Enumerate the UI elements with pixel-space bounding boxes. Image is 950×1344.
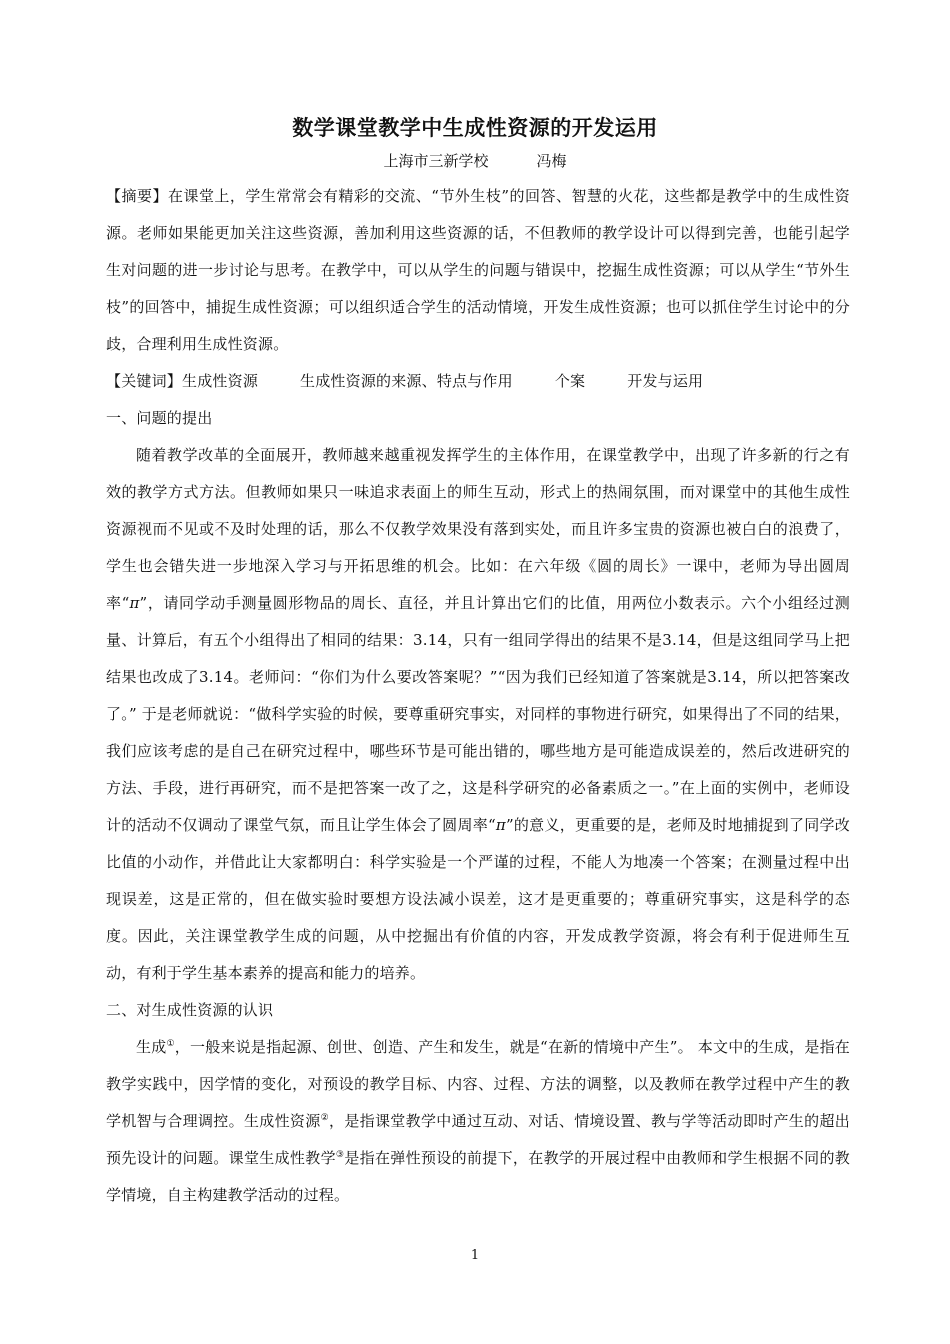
keyword-item: 生成性资源的来源、特点与作用: [300, 372, 513, 390]
keyword-item: 个案: [554, 372, 586, 390]
author-school: 上海市三新学校: [383, 152, 489, 170]
paragraph-text: ，一般来说是指起源、创世、创造、产生和发生，就是“在新的情境中产生”。 本文中的生成，是指在教学实践中，因学情的变化，对预设的教学目标、内容、过程、方法的调整，以及教师在教学过程中产生的教学机智与合理调控。生成性资源: [106, 1038, 850, 1130]
keywords-line: [106, 363, 850, 400]
author-line: [0, 150, 950, 171]
abstract-text: 在课堂上，学生常常会有精彩的交流、“节外生枝”的回答、智慧的火花，这些都是教学中的生成性资源。老师如果能更加关注这些资源，善加利用这些资源的话，不但教师的教学设计可以得到完善，也能引起学生对问题的进一步讨论与思考。在教学中，可以从学生的问题与错误中，挖掘生成性资源；可以从学生“节外生枝”的回答中，捕捉生成性资源；可以组织适合学生的活动情境，开发生成性资源；也可以抓住学生讨论中的分歧，合理利用生成性资源。: [106, 187, 851, 353]
document-body: [106, 178, 850, 1214]
paragraph-text: 生成: [136, 1038, 167, 1056]
section-heading: 一、问题的提出: [106, 409, 213, 427]
paragraph-text: ，是指课堂教学中通过互动、对话、情境设置、教与学等活动即时产生的超出预先设计的问题。课堂生成性教学: [106, 1112, 850, 1167]
body-paragraph: [106, 1029, 850, 1214]
pi-symbol: π: [495, 816, 506, 834]
keyword-item: 生成性资源: [182, 372, 259, 390]
abstract-paragraph: [106, 178, 850, 363]
keyword-item: 开发与运用: [627, 372, 704, 390]
document-title: 数学课堂教学中生成性资源的开发运用: [292, 116, 658, 140]
keywords-label: 【关键词】: [106, 372, 183, 390]
footnote-marker: ③: [335, 1150, 345, 1160]
body-paragraph: [106, 437, 850, 992]
footnote-marker: ①: [166, 1039, 175, 1049]
abstract-label: 【摘要】: [106, 187, 168, 205]
footnote-marker: ②: [320, 1113, 329, 1123]
section-heading: 二、对生成性资源的认识: [106, 1001, 274, 1019]
paragraph-text: ”的意义，更重要的是，老师及时地捕捉到了同学改比值的小动作，并借此让大家都明白：科学实验是一个严谨的过程，不能人为地凑一个答案；在测量过程中出现误差，这是正常的，但在做实验时要想方设法减小误差，这才是更重要的；尊重研究事实，这是科学的态度。因此，关注课堂教学生成的问题，从中挖掘出有价值的内容，开发成教学资源，将会有利于促进师生互动，有利于学生基本素养的提高和能力的培养。: [106, 816, 850, 982]
page-number: 1: [470, 1248, 480, 1263]
paragraph-text: ”，请同学动手测量圆形物品的周长、直径，并且计算出它们的比值，用两位小数表示。六个小组经过测量、计算后，有五个小组得出了相同的结果：3.14，只有一组同学得出的结果不是3.14，但是这组同学马上把结果也改成了3.14。老师问：“你们为什么要改答案呢？”“因为我们已经知道了答案就是3.14，所以把答案改了。” 于是老师就说：“做科学实验的时候，要尊重研究事实，对同样的事物进行研究，如果得出了不同的结果，我们应该考虑的是自己在研究过程中，哪些环节是可能出错的，哪些地方是可能造成误差的，然后改进研究的方法、手段，进行再研究，而不是把答案一改了之，这是科学研究的必备素质之一。”在上面的实例中，老师设计的活动不仅调动了课堂气氛，而且让学生体会了圆周率“: [106, 594, 850, 834]
author-name: 冯梅: [536, 152, 567, 170]
paragraph-text: 随着教学改革的全面展开，教师越来越重视发挥学生的主体作用，在课堂教学中，出现了许多新的行之有效的教学方式方法。但教师如果只一味追求表面上的师生互动，形式上的热闹氛围，而对课堂中的其他生成性资源视而不见或不及时处理的话，那么不仅教学效果没有落到实处，而且许多宝贵的资源也被白白的浪费了，学生也会错失进一步地深入学习与开拓思维的机会。比如：在六年级《圆的周长》一课中，老师为导出圆周率“: [106, 446, 850, 612]
paragraph-text: 是指在弹性预设的前提下，在教学的开展过程中由教师和学生根据不同的教学情境，自主构建教学活动的过程。: [106, 1149, 850, 1204]
pi-symbol: π: [129, 594, 140, 612]
